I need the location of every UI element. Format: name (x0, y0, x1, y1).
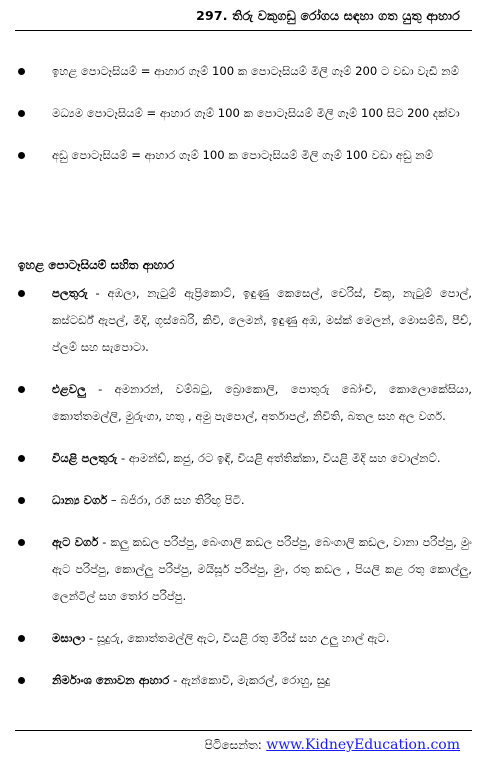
list-item-text: ඉහළ පොටෑසියම් = ආහාර ගෑම් 100 ක පොටෑසියම් මිලි ගෑම් 200 ට වඩා වැඩි නම් (52, 64, 460, 78)
food-group-heading: ඇට වර්ග (52, 535, 99, 549)
food-group-heading: මසාලා (52, 631, 86, 645)
food-group-heading: ධාන්‍ය වර්ග (52, 493, 108, 507)
list-item-text: අඩු පොටෑසියම් = ආහාර ගෑම් 100 ක පොටෑසියම් මිලි ගෑම් 100 වඩා අඩු නම් (52, 148, 434, 162)
list-item-fruits: පලතුරු - අඹලා, නැටුම් ඇප්‍රිකොට්, ඉඳුණු කෙසෙල්, චෙරිස්, චිකූ, නැටුම් පොල්, කස්ටර්ඩ් ඇපල්, මිදි, ගූස්බෙරි, කිවි, ලෙමන්, ඉඳුණු අඹ, මස්ක් මෙලන්, මොසම්බි, පීච්, ප්ලම් සහ සැපොටා. (0, 280, 500, 361)
food-group-heading: නිර්මාංශ නොවන ආහාර (52, 673, 170, 687)
potassium-levels-list (0, 58, 500, 169)
bullet-icon (18, 635, 25, 642)
list-item-legumes: ඇට වර්ග - කලු කඩල පරිප්පු, බෙංගාලි කඩල පරිප්පු, බෙංගාලි කඩල, වානා පරිප්පු, මුං ඇට පරිප්පු, කොල්ලු පරිප්පු, මයිසූර් පරිප්පු, මුං, රතු කඩල , පියලි කළ රතු කොල්ලු, ලෙන්ටිල් සහ තෝර පරිප්පු. (0, 529, 500, 610)
bullet-icon (18, 677, 25, 684)
list-item (0, 142, 500, 169)
bullet-icon (18, 497, 25, 504)
section-title: ඉහළ පොටෑසියම් සහිත ආහාර (18, 258, 175, 272)
header-divider (15, 30, 472, 31)
list-item-non-vegetarian: නිර්මාංශ නොවන ආහාර - ඇන්කොවි, මැකරල්, රොහු, සුදු (0, 667, 500, 694)
food-group-heading: එළවලු (52, 382, 86, 396)
food-group-items: ඇන්කොවි, මැකරල්, රොහු, සුදු (180, 673, 331, 687)
footer (205, 737, 460, 753)
bullet-icon (18, 386, 25, 393)
food-group-heading: වියළි පලතුරු (52, 451, 118, 465)
list-item-dried-fruits: වියළි පලතුරු - ආමන්ඩ්, කජු, රට ඉඳි, වියළි අත්තික්කා, වියළි මිදි සහ වොල්නට්. (0, 445, 500, 472)
list-item (0, 58, 500, 85)
bullet-icon (18, 455, 25, 462)
bullet-icon (18, 539, 25, 546)
food-group-items: අඹලා, නැටුම් ඇප්‍රිකොට්, ඉඳුණු කෙසෙල්, චෙරිස්, චිකූ, නැටුම් පොල්, කස්ටර්ඩ් ඇපල්, මිදි, ගූස්බෙරි, කිවි, ලෙමන්, ඉඳුණු අඹ, මස්ක් මෙලන්, මොසම්බි, පීච්, ප්ලම් සහ සැපොටා. (52, 286, 472, 354)
food-group-items: කලු කඩල පරිප්පු, බෙංගාලි කඩල පරිප්පු, බෙංගාලි කඩල, වානා පරිප්පු, මුං ඇට පරිප්පු, කොල්ලු පරිප්පු, මයිසූර් පරිප්පු, මුං, රතු කඩල , පියලි කළ රතු කොල්ලු, ලෙන්ටිල් සහ තෝර පරිප්පු. (52, 535, 472, 603)
list-item-spices: මසාලා - සූදුරු, කොත්තමල්ලි ඇට, වියළි රතු මිරිස් සහ උලු හාල් ඇට. (0, 625, 500, 652)
footer-divider (15, 730, 472, 731)
list-item (0, 100, 500, 127)
footer-label: පිටිසෙන්ත: (204, 738, 262, 752)
high-potassium-foods-list (0, 280, 500, 694)
list-item-text: මධ්‍යම පොටෑසියම් = ආහාර ගෑම් 100 ක පොටෑසියම් මිලි ගෑම් 100 සිට 200 දක්වා (52, 106, 460, 120)
food-group-heading: පලතුරු (52, 286, 88, 300)
bullet-icon (18, 110, 25, 117)
website-link[interactable]: www.KidneyEducation.com (266, 737, 460, 753)
bullet-icon (18, 152, 25, 159)
page-header-title: 297. තිරු වකුගඩු රෝගය සඳහා ගත යුතු ආහාර (196, 8, 460, 23)
bullet-icon (18, 290, 25, 297)
list-item-vegetables: එළවලු - අමනාරන්, වම්බටු, බ්‍රොකොලි, පොතුරු බෝංචි, කොලොකේසියා, කොත්තමල්ලි, මුරුංගා, හතු , අමු පැපොල්, අර්තාපල්, නිවිති, බතල සහ අල වර්ග. (0, 376, 500, 430)
bullet-icon (18, 68, 25, 75)
list-item-grains: ධාන්‍ය වර්ග – බජිරා, රගි සහ තිරිඟු පිටි. (0, 487, 500, 514)
food-group-items: සූදුරු, කොත්තමල්ලි ඇට, වියළි රතු මිරිස් සහ උලු හාල් ඇට. (96, 631, 390, 645)
food-group-items: ආමන්ඩ්, කජු, රට ඉඳි, වියළි අත්තික්කා, වියළි මිදි සහ වොල්නට්. (128, 451, 441, 465)
food-group-items: අමනාරන්, වම්බටු, බ්‍රොකොලි, පොතුරු බෝංචි, කොලොකේසියා, කොත්තමල්ලි, මුරුංගා, හතු , අමු පැපොල්, අර්තාපල්, නිවිති, බතල සහ අල වර්ග. (52, 382, 472, 423)
food-group-items: බජිරා, රගි සහ තිරිඟු පිටි. (120, 493, 245, 507)
